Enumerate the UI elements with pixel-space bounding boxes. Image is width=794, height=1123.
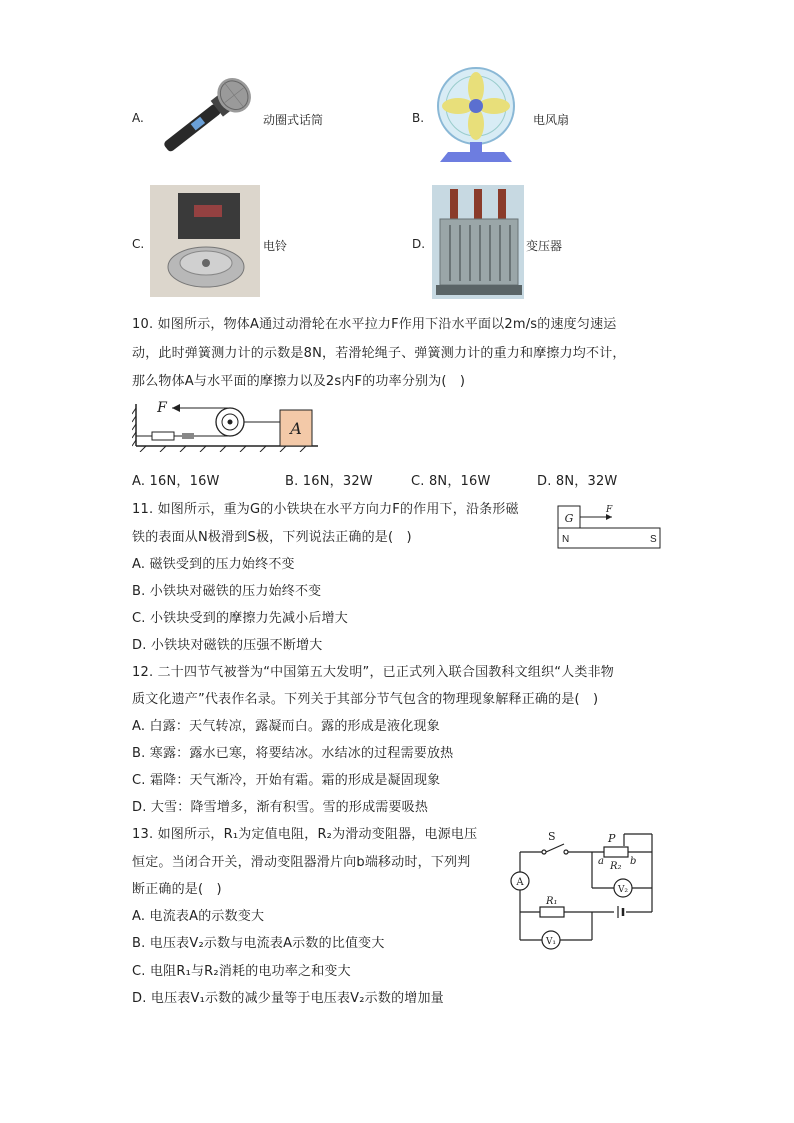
end-a-label: a <box>598 856 604 867</box>
voltmeter-v1-label: V₁ <box>545 937 557 947</box>
answer-option: B. 电压表V₂示数与电流表A示数的比值变大 <box>132 936 385 951</box>
answer-option: C. 8N，16W <box>411 474 491 489</box>
answer-option: C. 小铁块受到的摩擦力先减小后增大 <box>132 611 348 626</box>
magnet-diagram <box>556 500 662 550</box>
option-letter: B. <box>412 111 425 125</box>
electric-fan-icon <box>430 66 522 168</box>
electric-bell-icon <box>150 185 260 297</box>
option-text: 动圈式话筒 <box>263 113 324 127</box>
question-stem: 铁的表面从N极滑到S极，下列说法正确的是( ) <box>132 530 412 545</box>
answer-option: C. 霜降：天气渐冷，开始有霜。霜的形成是凝固现象 <box>132 773 441 788</box>
answer-option: A. 电流表A的示数变大 <box>132 909 265 924</box>
force-label: F <box>157 400 167 416</box>
answer-option: B. 16N，32W <box>285 474 373 489</box>
answer-option: B. 小铁块对磁铁的压力始终不变 <box>132 584 322 599</box>
transformer-icon <box>432 185 524 299</box>
question-stem: 11. 如图所示，重为G的小铁块在水平方向力F的作用下，沿条形磁 <box>132 502 519 517</box>
voltmeter-v2-label: V₂ <box>617 885 629 895</box>
answer-option: A. 磁铁受到的压力始终不变 <box>132 557 295 572</box>
question-stem: 断正确的是( ) <box>132 882 222 897</box>
question-stem: 质文化遗产”代表作名录。下列关于其部分节气包含的物理现象解释正确的是( ) <box>132 692 599 707</box>
answer-option: D. 8N，32W <box>537 474 618 489</box>
option-letter: A. <box>132 111 144 125</box>
option-text: 电铃 <box>263 239 288 253</box>
weight-label: G <box>564 512 574 525</box>
question-stem: 13. 如图所示，R₁为定值电阻，R₂为滑动变阻器，电源电压 <box>132 827 478 842</box>
question-stem: 10. 如图所示，物体A通过动滑轮在水平拉力F作用下沿水平面以2m/s的速度匀速运 <box>132 317 617 332</box>
end-b-label: b <box>630 856 637 867</box>
microphone-icon <box>150 72 260 164</box>
option-text: 变压器 <box>526 239 563 253</box>
question-stem: 恒定。当闭合开关，滑动变阻器滑片向b端移动时，下列判 <box>132 855 471 870</box>
question-stem: 那么物体A与水平面的摩擦力以及2s内F的功率分别为( ) <box>132 374 466 389</box>
r2-label: R₂ <box>610 861 622 872</box>
pulley-diagram <box>132 398 322 452</box>
answer-row <box>132 470 617 489</box>
answer-option: D. 大雪：降雪增多，渐有积雪。雪的形成需要吸热 <box>132 800 429 815</box>
question-stem: 12. 二十四节气被誉为“中国第五大发明”，已正式列入联合国教科文组织“人类非物 <box>132 665 615 680</box>
r1-label: R₁ <box>546 896 558 907</box>
ammeter-label: A <box>516 877 524 888</box>
option-letter: C. <box>132 237 145 251</box>
option-text: 电风扇 <box>533 113 570 127</box>
switch-label: S <box>548 830 556 843</box>
answer-option: B. 寒露：露水已寒，将要结冰。水结冰的过程需要放热 <box>132 746 454 761</box>
answer-option: D. 电压表V₁示数的减少量等于电压表V₂示数的增加量 <box>132 991 444 1006</box>
south-pole-label: S <box>650 534 657 545</box>
answer-option: D. 小铁块对磁铁的压强不断增大 <box>132 638 323 653</box>
answer-option: A. 16N，16W <box>132 474 220 489</box>
option-letter: D. <box>412 237 426 251</box>
slider-label: P <box>608 832 616 845</box>
circuit-diagram <box>508 826 658 952</box>
force-label: F <box>606 505 613 515</box>
block-label: A <box>290 419 302 438</box>
north-pole-label: N <box>562 534 570 545</box>
question-stem: 动，此时弹簧测力计的示数是8N，若滑轮绳子、弹簧测力计的重力和摩擦力均不计， <box>132 346 626 361</box>
answer-option: A. 白露：天气转凉，露凝而白。露的形成是液化现象 <box>132 719 440 734</box>
answer-option: C. 电阻R₁与R₂消耗的电功率之和变大 <box>132 964 351 979</box>
